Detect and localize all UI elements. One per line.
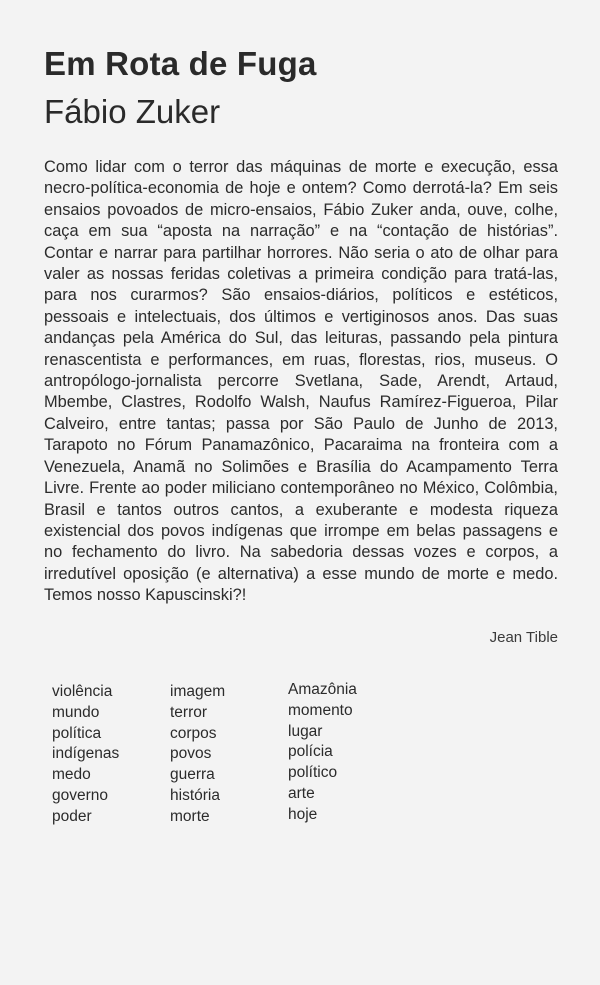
keyword: morte (170, 807, 210, 825)
keyword: imagem (170, 683, 226, 700)
keyword: medo (52, 766, 91, 784)
keyword: povos (170, 745, 212, 763)
blurb-signature: Jean Tible (489, 629, 558, 646)
keyword: governo (52, 786, 109, 804)
keyword-list (0, 680, 600, 840)
blurb-text: Como lidar com o terror das máquinas de morte e execução, essa necro-política-economia de hoje e ontem? Como derrotá-la? Em seis ensaios povoados de micro-ensaios, Fábio Zuker anda, ouve, colhe, caça em sua “aposta na narração” e na “contação de histórias”. Contar e narrar para partilhar horrores. Não seria o ato de olhar para valer as nossas feridas coletivas a primeira condição para tratá-las, para nos curarmos? São ensaios-diários, políticos e estéticos, pessoais e intelectuais, dos últimos e vertiginosos anos. Das suas andanças pela América do Sul, das leituras, passando pela pintura renascentista e performances, em ruas, florestas, rios, museus. O antropólogo-jornalista percorre Svetlana, Sade, Arendt, Artaud, Mbembe, Clastres, Rodolfo Walsh, Naufus Ramírez-Figueroa, Pilar Calveiro, entre tantas; passa por São Paulo de Junho de 2013, Tarapoto no Fórum Panamazônico, Pacaraima na fronteira com a Venezuela, Anamã no Solimões e Brasília do Acampamento Terra Livre. Frente ao poder miliciano contemporâneo no México, Colômbia, Brasil e tantos outros cantos, a exuberante e modesta riqueza existencial dos povos indígenas que irrompe em belas passagens e no fechamento do livro. Na sabedoria dessas vozes e corpos, a irredutível oposição (e alternativa) a esse mundo de morte e medo. Temos nosso Kapuscinski?! (44, 158, 558, 605)
keyword: história (170, 786, 220, 804)
keyword: hoje (288, 805, 318, 823)
book-author: Fábio Zuker (44, 93, 221, 130)
keyword: política (52, 724, 102, 742)
keyword: poder (52, 807, 92, 825)
keyword-column-2 (170, 682, 225, 828)
keyword: corpos (170, 724, 217, 742)
keyword: Amazônia (288, 681, 357, 698)
keyword: político (288, 764, 338, 782)
book-title: Em Rota de Fuga (44, 45, 317, 82)
keyword: polícia (288, 743, 333, 761)
keyword: lugar (288, 722, 323, 740)
keyword: terror (170, 703, 208, 721)
keyword: indígenas (52, 745, 120, 763)
keyword: guerra (170, 766, 215, 784)
keyword-column-1 (52, 682, 119, 828)
keyword-column-3 (288, 680, 357, 826)
keyword: violência (52, 683, 113, 700)
keyword: mundo (52, 703, 100, 721)
keyword: arte (288, 784, 315, 802)
keyword: momento (288, 701, 353, 719)
